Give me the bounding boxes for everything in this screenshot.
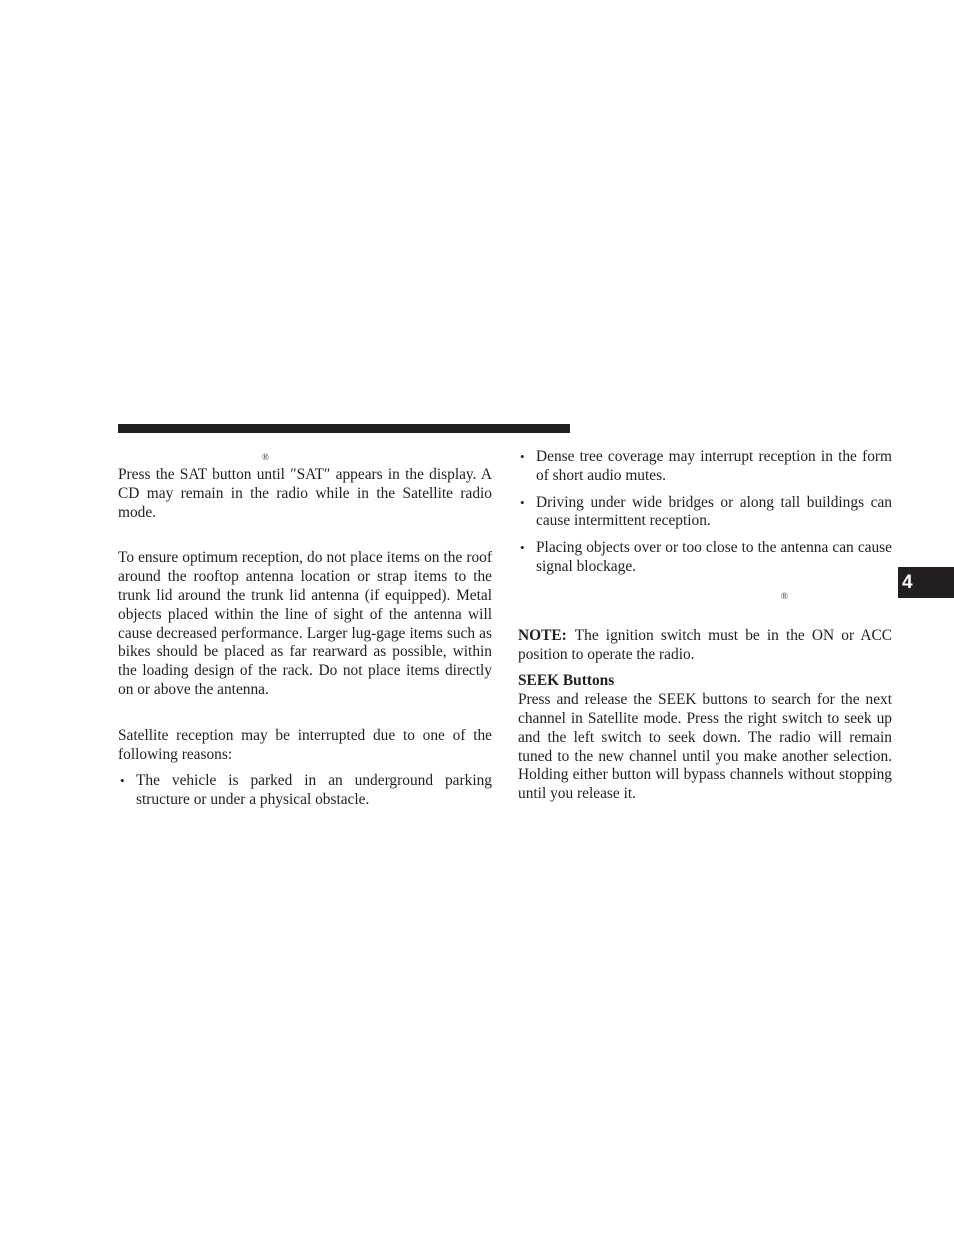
bullet-item [518,494,892,532]
interruption-paragraph: Satellite reception may be interrupted due to one of the following reasons: [118,726,492,763]
bullet-item [518,448,892,486]
bullet-text: The vehicle is parked in an underground parking structure or under a physical obstacle. [136,772,492,809]
bullet-text: Dense tree coverage may interrupt reception in the form of short audio mutes. [536,448,892,484]
note-paragraph [518,627,892,665]
bullet-dot: • [520,494,525,510]
seek-paragraph: Press and release the SEEK buttons to search for the next channel in Satellite mode. Press the right switch to seek up and the left switch to seek down. The radio will remain tuned to the new channel until you make another selection. Holding either button will bypass channels without stopping until you release it. [518,691,892,803]
chapter-tab: 4 [898,567,954,598]
bullet-text: Driving under wide bridges or along tall buildings can cause intermittent reception. [536,493,892,530]
note-label: NOTE: [518,626,567,644]
registered-mark: ® [262,452,269,462]
registered-mark: ® [781,590,788,601]
right-column [518,448,892,804]
section-rule [118,424,570,433]
seek-heading: SEEK Buttons [518,672,615,690]
bullet-dot: • [520,540,525,556]
bullet-text: Placing objects over or too close to the antenna can cause signal blockage. [536,539,892,575]
note-text: The ignition switch must be in the ON or ACC position to operate the radio. [518,626,892,663]
left-column [118,448,492,810]
bullet-dot: • [520,449,525,464]
sat-mode-paragraph: Press the SAT button until ″SAT″ appears in the display. A CD may remain in the radio while in the Satellite radio mode. [118,466,492,521]
reception-paragraph: To ensure optimum reception, do not place items on the roof around the rooftop antenna location or strap items to the trunk lid around the trunk lid antenna (if equipped). Metal objects placed within the line of sight of the antenna will cause decreased performance. Larger lug-gage items such as bikes should be placed as far rearward as possible, within the loading design of the rack. Do not place items directly on or above the antenna. [118,549,492,698]
bullet-item [518,539,892,577]
bullet-dot: • [120,773,125,789]
bullet-item [118,772,492,810]
